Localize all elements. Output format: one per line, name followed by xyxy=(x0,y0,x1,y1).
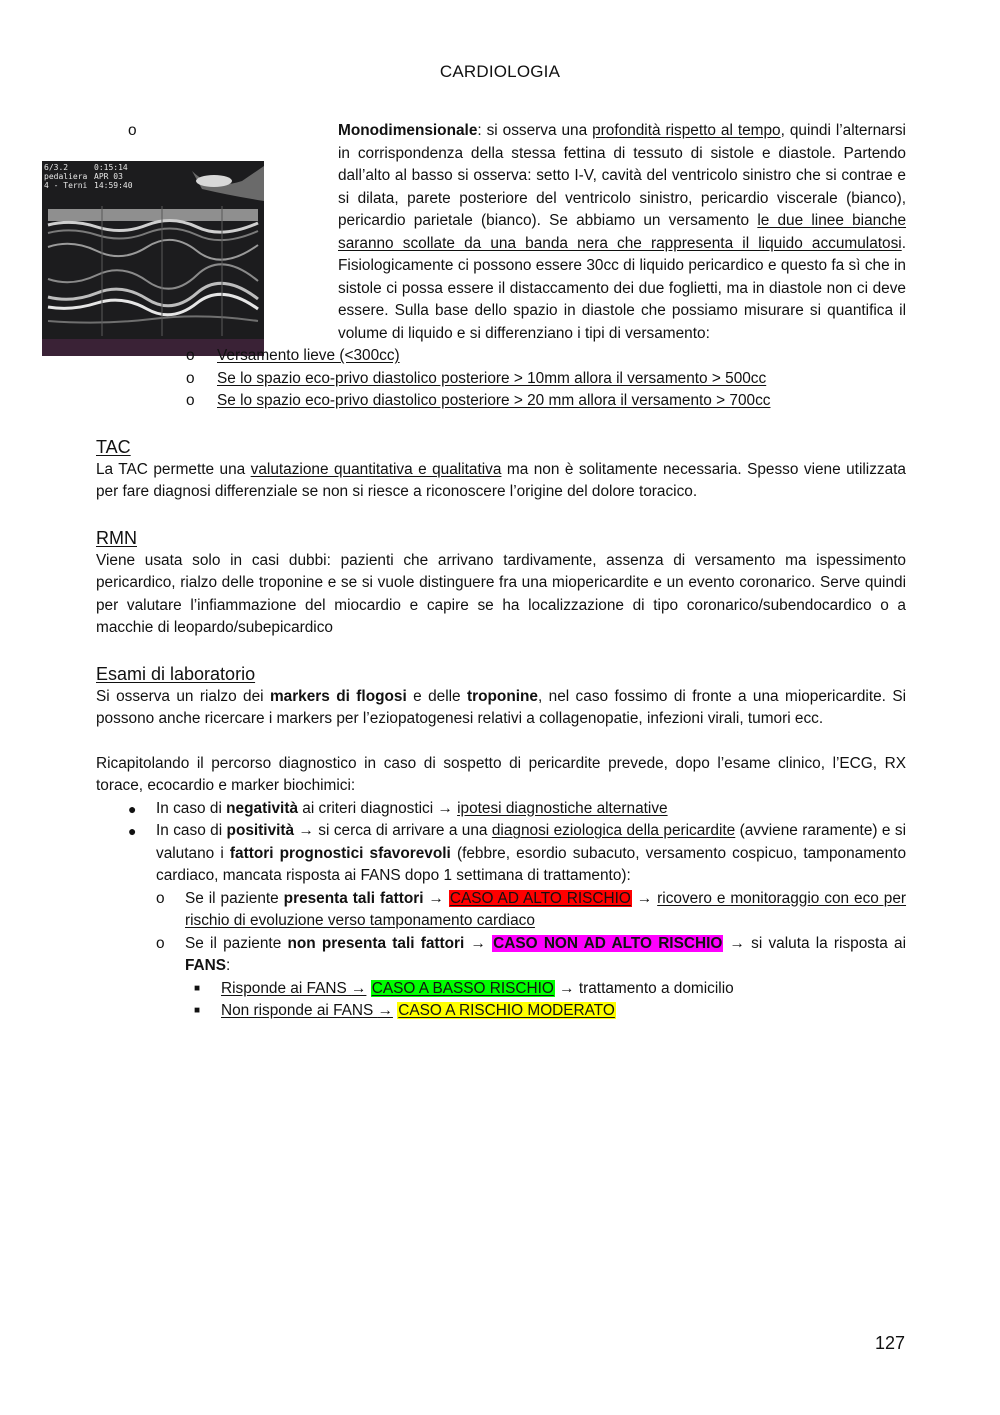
neg-text: ai criteri diagnostici xyxy=(298,799,438,817)
circle-bullet-icon: o xyxy=(156,889,165,907)
high-underline: ricovero e monitoraggio con eco per rischio di evoluzione verso tamponamento cardiaco xyxy=(185,889,907,929)
low-risk-highlight: CASO A BASSO RISCHIO xyxy=(371,979,554,997)
arrow-right-icon: → xyxy=(428,889,444,907)
circle-bullet-icon: o xyxy=(128,122,137,139)
lab-paragraph xyxy=(96,686,906,731)
square-bullet-icon: ■ xyxy=(194,1005,201,1016)
tac-paragraph xyxy=(96,459,906,504)
pos-text: In caso di xyxy=(156,822,227,839)
echo-overlay-text: 14:59:40 xyxy=(94,181,133,190)
section-title: TAC xyxy=(96,436,131,457)
nothigh-text: : xyxy=(226,957,231,974)
pos-text: si cerca di arrivare a una xyxy=(313,822,492,839)
list-item xyxy=(96,390,906,413)
lab-section xyxy=(96,662,906,731)
mono-text-3: . Fisiologicamente ci possono essere 30cc di liquido pericardico e questo fa sì che in sistole ci possa essere il distaccamento dei due foglietti, ma in diastole non ci deve essere. Sulla base dello spazio in diastole che possiamo misurare si quantifica il volume di liquido e si differenziano i tipi di versamento: xyxy=(338,234,906,342)
lab-bold: troponine xyxy=(467,687,538,705)
summary-section xyxy=(96,753,906,1023)
neg-bold: negatività xyxy=(226,799,298,817)
arrow-right-icon: → xyxy=(298,822,314,839)
section-title: Esami di laboratorio xyxy=(96,663,256,684)
lab-text: , nel caso fossimo di fronte a una miopericardite. Si possono anche ricercare i markers per l’eziopatogenesi relativi a collagenopatie, infezioni virali, tumori ecc. xyxy=(96,687,907,727)
bullet-dot-icon: ● xyxy=(128,823,137,839)
list-item xyxy=(96,368,906,391)
lab-bold: markers di flogosi xyxy=(269,687,407,705)
mono-text-1: : si osserva una xyxy=(477,122,593,139)
echo-overlay-text: pedaliera xyxy=(44,172,88,181)
circle-bullet-icon: o xyxy=(186,369,195,387)
high-risk-highlight: CASO AD ALTO RISCHIO xyxy=(449,889,631,907)
tac-text: ma non è solitamente necessaria. Spesso viene utilizzata per fare diagnosi differenziale se non si riesce a riconoscere l’origine del dolore toracico. xyxy=(96,460,906,500)
list-item-text: Se lo spazio eco-privo diastolico posteriore > 10mm allora il versamento > 500cc xyxy=(217,369,767,387)
summary-intro: Ricapitolando il percorso diagnostico in caso di sospetto di pericardite prevede, dopo l’esame clinico, l’ECG, RX torace, ecocardio e marker biochimici: xyxy=(96,754,906,794)
mono-underline-2: le due linee bianche saranno scollate da una banda nera che rappresenta il liquido accumulatosi xyxy=(338,212,907,252)
page-content xyxy=(44,120,907,1023)
echo-overlay-text: APR 03 xyxy=(94,172,123,181)
list-item xyxy=(96,345,906,368)
section-title: RMN xyxy=(96,527,137,548)
echo-overlay-text: 0:15:14 xyxy=(94,163,128,172)
nothigh-bold: FANS xyxy=(185,957,227,974)
resp-text: trattamento a domicilio xyxy=(574,979,734,997)
list-item-not-high-risk xyxy=(96,933,906,978)
nothigh-text: si valuta la risposta ai xyxy=(744,934,907,952)
nothigh-bold: non presenta tali fattori xyxy=(287,934,465,952)
list-item-not-responds xyxy=(96,1000,906,1023)
nothigh-text: Se il paziente xyxy=(185,934,288,952)
pos-text: (febbre, esordio subacuto, versamento cospicuo, tamponamento cardiaco, mancata risposta ai FANS dopo 1 settimana di trattamento): xyxy=(156,844,906,884)
moderate-risk-highlight: CASO A RISCHIO MODERATO xyxy=(398,1002,615,1019)
lab-text: e delle xyxy=(406,687,467,705)
echo-overlay-text: 6/3.2 xyxy=(44,163,69,172)
lab-text: Si osserva un rialzo dei xyxy=(96,687,270,705)
arrow-right-icon: → xyxy=(729,934,745,952)
mono-section xyxy=(44,120,907,345)
high-bold: presenta tali fattori xyxy=(283,889,424,907)
mono-paragraph xyxy=(156,120,906,345)
list-item-positive xyxy=(96,820,906,888)
arrow-right-icon: → xyxy=(437,799,453,817)
neg-underline: ipotesi diagnostiche alternative xyxy=(457,799,668,817)
page-header: CARDIOLOGIA xyxy=(439,62,561,81)
rmn-paragraph: Viene usata solo in casi dubbi: pazienti che arrivano tardivamente, assenza di versamento ma ispessimento pericardico, rialzo delle troponine e se si vuole distinguere fra una miopericardite e un evento coronarico. Serve quindi per valutare l’infiammazione del miocardio e capire se ha localizzazione di tipo coronarico/subendocardico o a macchie di leopardo/subepicardico xyxy=(96,551,906,636)
mono-title: Monodimensionale xyxy=(338,122,478,139)
circle-bullet-icon: o xyxy=(186,392,195,409)
tac-section xyxy=(96,435,906,504)
pos-underline: diagnosi eziologica della pericardite xyxy=(491,822,736,839)
bullet-dot-icon: ● xyxy=(128,800,137,817)
rmn-section xyxy=(96,526,906,640)
echocardiogram-image xyxy=(42,161,264,356)
list-item-high-risk xyxy=(96,888,906,933)
circle-bullet-icon: o xyxy=(186,347,195,364)
high-text: Se il paziente xyxy=(185,889,284,907)
list-item-responds xyxy=(96,978,906,1001)
not-high-risk-highlight: CASO NON AD ALTO RISCHIO xyxy=(493,934,723,952)
echo-overlay-text: 4 - Terni xyxy=(44,181,88,190)
list-item-negative xyxy=(96,798,906,821)
resp-underline: Risponde ai FANS xyxy=(221,979,352,997)
echo-overlay-left xyxy=(44,163,87,190)
page-number: 127 xyxy=(874,1333,905,1353)
circle-bullet-icon: o xyxy=(156,934,165,952)
pos-bold: positività xyxy=(226,822,295,839)
tac-underline: valutazione quantitativa e qualitativa xyxy=(250,460,502,478)
arrow-right-icon: → xyxy=(351,979,367,997)
tac-text: La TAC permette una xyxy=(96,460,251,478)
arrow-right-icon: → xyxy=(470,934,486,952)
pos-bold: fattori prognostici sfavorevoli xyxy=(229,844,451,862)
mono-text-2: , quindi l’alternarsi in corrispondenza della stessa fettina di tessuto di sistole e diastole. Partendo dall’alto al basso si osserva: setto I-V, cavità del ventricolo sinistro che si contrae e si dilata, parete posteriore del ventricolo sinistro, pericardio viscerale (bianco), pericardio parietale (bianco). Se abbiamo un versamento xyxy=(338,122,906,229)
square-bullet-icon: ■ xyxy=(194,982,201,994)
versamento-list xyxy=(96,345,906,413)
list-item-text: Se lo spazio eco-privo diastolico posteriore > 20 mm allora il versamento > 700cc xyxy=(217,392,771,409)
neg-text: In caso di xyxy=(156,799,227,817)
m-mode-trace-icon xyxy=(42,161,264,356)
pos-text: (avviene raramente) e si valutano i xyxy=(156,822,906,862)
arrow-right-icon: → xyxy=(636,889,653,907)
echo-overlay-right xyxy=(94,163,133,190)
arrow-right-icon: → xyxy=(559,979,575,997)
arrow-right-icon: → xyxy=(377,1002,393,1019)
noresp-underline: Non risponde ai FANS xyxy=(221,1002,378,1019)
list-item-text: Versamento lieve (<300cc) xyxy=(217,347,400,364)
mono-underline-1: profondità rispetto al tempo xyxy=(592,122,781,139)
